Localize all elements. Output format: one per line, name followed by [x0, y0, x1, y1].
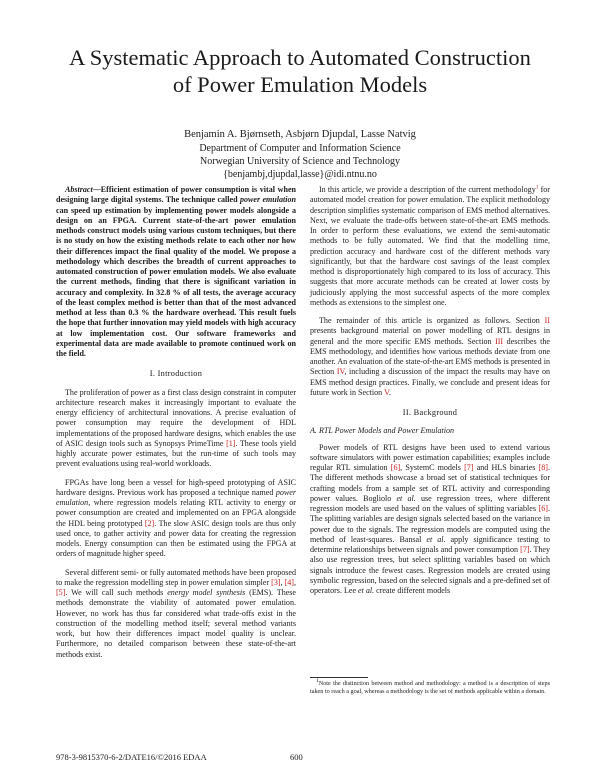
body-text: for automated model creation for power emulation. The explicit methodology description simplifies systematic comparison of EMS method alternatives. Next, we evaluate the trade-offs between state-of-the-art EMS methods. In order to perform these evaluations, we extend the semi-automatic methods to be fully automated. We find that the modelling time, prediction accuracy and hardware cost of the different methods vary significantly, but that the hardware cost savings of the least complex method is disproportionately high compared to its loss of accuracy. This suggests that more accurate methods can be created at lower costs by judiciously applying the most successful aspects of the more complex methods as extensions to the simplest one. — [310, 185, 550, 307]
body-text: and HLS binaries — [473, 463, 539, 472]
abstract — [56, 185, 296, 359]
section-link[interactable]: III — [495, 336, 504, 346]
intro-text: (EMS). These methods demonstrate the viability of automated power emulation. However, no work has thus far considered what trade-offs exist in the construction of the modelling method itself; several method variants work, but how their differences impact model quality is unclear. Furthermore, no detailed comparison between these state-of-the-art methods exist. — [56, 588, 296, 659]
author-block — [100, 128, 500, 181]
intro-text: . We will call such methods — [65, 588, 168, 597]
section-link[interactable]: IV — [336, 367, 345, 377]
body-text: The remainder of this article is organized as follows. Section — [319, 316, 545, 325]
intro-text: Several different semi- or fully automated methods have been proposed to make the regression modelling step in power emulation simpler — [56, 567, 296, 587]
body-text: In this article, we provide a description of the current methodology — [319, 185, 536, 194]
body-text: . They also use regression trees, but select splitting variables based on which signals introduce the fewest cases. Regression models are created using symbolic regression, based on the selected signals and a pre-defined set of operators. Lee — [310, 545, 550, 595]
organization-paragraph — [310, 316, 550, 398]
intro-text: The proliferation of power as a first class design constraint in computer architecture research makes it increasingly important to evaluate the energy efficiency of architectural innovations. A precise evaluation of power consumption may require the development of HDL implementations of the proposed hardware designs, which enables the use of ASIC design tools such as Synopsys PrimeTime — [56, 387, 296, 448]
citation-link[interactable]: [6] — [538, 504, 548, 513]
body-text: create different models — [374, 586, 451, 595]
affiliation-department: Department of Computer and Information Science — [199, 143, 401, 154]
section-link[interactable]: II — [544, 316, 550, 325]
citation-link[interactable]: [4] — [284, 577, 294, 587]
abstract-text-1: Efficient estimation of power consumption is vital when designing large digital systems. The technique called — [56, 185, 296, 205]
page-number: 600 — [290, 752, 303, 762]
citation-link[interactable]: [2] — [144, 518, 155, 528]
abstract-dash: — — [92, 185, 101, 194]
intro-emphasis: energy model synthesis — [167, 588, 246, 597]
body-text: . — [388, 387, 391, 397]
copyright-footer: 978-3-9815370-6-2/DATE16/©2016 EDAA — [56, 752, 207, 762]
affiliation-university: Norwegian University of Science and Technology — [200, 156, 400, 167]
paper-title — [40, 44, 560, 98]
background-paragraph — [310, 443, 550, 597]
intro-text: . These tools yield highly accurate power estimates, but the run-time of such tools may prevent evaluations using real-world workloads. — [56, 438, 296, 469]
abstract-text-2: can speed up estimation by implementing power models alongside a design on an FPGA. Current state-of-the-art power emulation methods construct models using various custom techniques, but there is no study on how the existing methods relate to each other nor how their differences impact the final quality of the model. We propose a methodology which describes the breadth of current approaches to automated construction of power emulation models. We also evaluate the current methods, finding that there is significant variation in accuracy and complexity. In 32.8 % of all tests, the average accuracy of the least complex method is better than that of the most advanced method at less than 0.3 % the hardware overhead. This result fuels the hope that further innovation may yield models with high accuracy at low implementation cost. Our software frameworks and experimental data are made available to promote continued work on the field. — [56, 205, 296, 358]
body-emphasis: et al. — [396, 493, 416, 503]
subsection-heading: A. RTL Power Models and Power Emulation — [310, 426, 455, 436]
body-emphasis: et al. — [426, 534, 446, 544]
body-text: Power models of RTL designs have been used to extend various software simulators with power estimation capabilities; examples include regular RTL simulation — [310, 442, 550, 472]
author-emails: {benjambj,djupdal,lasse}@idi.ntnu.no — [223, 169, 377, 180]
contribution-paragraph — [310, 185, 550, 308]
intro-emphasis: power emulation — [56, 487, 296, 507]
citation-link[interactable]: [8] — [538, 463, 548, 472]
section-link[interactable]: V — [384, 387, 389, 397]
left-column — [56, 185, 296, 660]
citation-link[interactable]: [6] — [390, 463, 401, 472]
right-column — [310, 185, 550, 596]
citation-link[interactable]: [7] — [520, 545, 530, 554]
citation-link[interactable]: [1] — [226, 438, 236, 448]
abstract-label: Abstract — [65, 185, 93, 194]
citation-link[interactable]: [7] — [464, 463, 474, 472]
intro-text: , where regression models relating RTL activity to energy or power consumption are created and implemented on an FPGA alongside the HDL being prototyped — [56, 498, 296, 528]
footnote — [310, 677, 550, 696]
title-line-1: A Systematic Approach to Automated Construction — [69, 45, 531, 70]
body-text: , SystemC models — [400, 463, 465, 472]
intro-paragraph-1 — [56, 388, 296, 470]
footnote-text: Note the distinction between method and methodology: a method is a description of steps taken to reach a goal, whereas a methodology is the set of methods applicable within a domain. — [310, 680, 550, 695]
body-text: describes the EMS methodology, and identifies how various methods deviate from one another. An evaluation of the state-of-the-art EMS methods is presented in Section — [310, 336, 550, 377]
intro-paragraph-2 — [56, 478, 296, 560]
footnote-marker[interactable]: 1 — [535, 184, 539, 191]
body-text: . The splitting variables are design signals selected based on the variance in power due to the signals. The regression models are computed using the method of least-squares. Bansal — [310, 504, 550, 544]
body-text: . The different methods showcase a broad set of statistical techniques for crafting models from a sample set of RTL activity and corresponding power values. Bogliolo — [310, 463, 551, 503]
title-line-2: of Power Emulation Models — [172, 72, 428, 97]
section-heading-introduction: I. Introduction — [149, 369, 203, 379]
section-heading-background: II. Background — [402, 408, 458, 417]
intro-paragraph-3: Several different semi- or fully automated methods have been proposed to make the regression modelling step in power emulation simpler [3], [4], [5]. We will call such methods energy model synthesis (EMS). These methods demonstrate the viability of automated power emulation. However, no work has thus far considered what trade-offs exist in the construction of the modelling method itself; several method variants work, but how their differences impact model quality is unclear. Furthermore, no detailed comparison between these state-of-the-art methods exist. — [56, 567, 296, 659]
citation-link[interactable]: [5] — [56, 588, 66, 597]
intro-text: FPGAs have long been a vessel for high-speed prototyping of ASIC hardware designs. Previous work has proposed a technique named — [56, 477, 296, 497]
body-text: apply significance testing to determine relationships between signals and power consumption — [310, 534, 550, 554]
body-emphasis: et al. — [358, 586, 375, 595]
body-text: , including a discussion of the impact the results may have on EMS method design practices. Finally, we conclude and present ideas for future work in Section — [310, 367, 550, 397]
abstract-emphasis: power emulation — [239, 195, 296, 205]
author-names: Benjamin A. Bjørnseth, Asbjørn Djupdal, Lasse Natvig — [184, 129, 416, 140]
body-text: use regression trees, where different regression models are used based on the values of splitting variables — [310, 493, 551, 513]
footnote-number: 1 — [316, 677, 319, 684]
citation-link[interactable]: [3] — [271, 577, 281, 587]
body-text: presents background material on power modelling of RTL designs in general and the more specific EMS methods. Section — [310, 326, 550, 346]
intro-text: . The slow ASIC design tools are thus only used once, to gather activity and power data for creating the regression models. Energy consumption can then be estimated using the FPGA at orders of magnitude higher speed. — [56, 518, 297, 559]
